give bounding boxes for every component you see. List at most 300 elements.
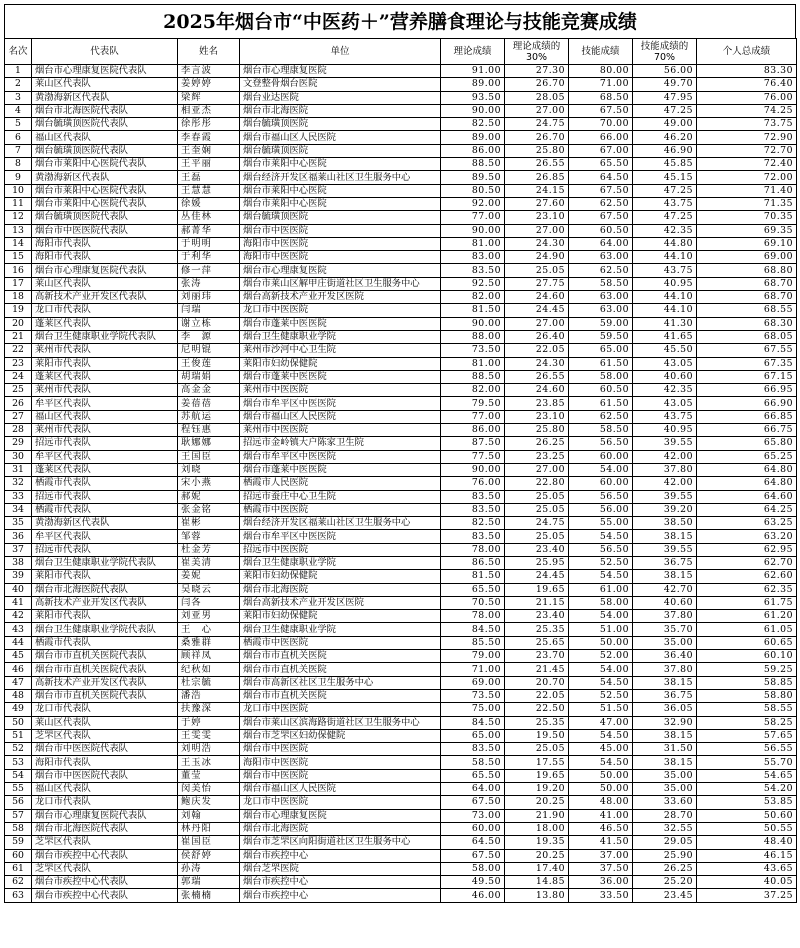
unit-cell: 烟台高新技术产业开发区医院 xyxy=(240,291,441,304)
total-score-cell: 58.25 xyxy=(697,716,797,729)
team-cell: 烟台市中医医院代表队 xyxy=(32,769,178,782)
team-cell: 烟台市疾控中心代表队 xyxy=(32,849,178,862)
skill-70-cell: 44.10 xyxy=(633,291,697,304)
rank-cell: 52 xyxy=(5,743,32,756)
unit-cell: 烟台市疾控中心 xyxy=(240,889,441,902)
theory-30-cell: 27.75 xyxy=(505,277,569,290)
rank-cell: 33 xyxy=(5,490,32,503)
rank-cell: 23 xyxy=(5,357,32,370)
total-score-cell: 62.35 xyxy=(697,583,797,596)
theory-30-cell: 24.45 xyxy=(505,304,569,317)
name-cell: 闫各 xyxy=(178,596,240,609)
table-row xyxy=(5,330,797,343)
theory-30-cell: 27.00 xyxy=(505,317,569,330)
table-row xyxy=(5,769,797,782)
theory-score-cell: 93.50 xyxy=(441,91,505,104)
unit-cell: 烟台市牟平区中医医院 xyxy=(240,530,441,543)
theory-score-cell: 79.00 xyxy=(441,650,505,663)
team-cell: 烟台卫生健康职业学院代表队 xyxy=(32,330,178,343)
skill-70-cell: 40.95 xyxy=(633,424,697,437)
theory-30-cell: 24.60 xyxy=(505,384,569,397)
rank-cell: 8 xyxy=(5,158,32,171)
name-cell: 丛佳林 xyxy=(178,211,240,224)
rank-cell: 18 xyxy=(5,291,32,304)
table-row xyxy=(5,517,797,530)
skill-score-cell: 67.50 xyxy=(569,184,633,197)
skill-70-cell: 43.05 xyxy=(633,357,697,370)
skill-score-cell: 58.00 xyxy=(569,596,633,609)
unit-cell: 莱州市中医医院 xyxy=(240,424,441,437)
table-row xyxy=(5,344,797,357)
skill-score-cell: 52.50 xyxy=(569,556,633,569)
skill-70-cell: 43.75 xyxy=(633,197,697,210)
name-cell: 于利华 xyxy=(178,251,240,264)
unit-cell: 烟台业达医院 xyxy=(240,91,441,104)
team-cell: 烟台市心理康复医院代表队 xyxy=(32,809,178,822)
name-cell: 孙涛 xyxy=(178,862,240,875)
theory-30-cell: 17.55 xyxy=(505,756,569,769)
rank-cell: 10 xyxy=(5,184,32,197)
theory-score-cell: 80.50 xyxy=(441,184,505,197)
rank-cell: 35 xyxy=(5,517,32,530)
skill-score-cell: 70.00 xyxy=(569,118,633,131)
theory-30-cell: 21.90 xyxy=(505,809,569,822)
table-row xyxy=(5,822,797,835)
rank-cell: 45 xyxy=(5,650,32,663)
total-score-cell: 54.20 xyxy=(697,783,797,796)
table-row xyxy=(5,357,797,370)
name-cell: 董莹 xyxy=(178,769,240,782)
rank-cell: 48 xyxy=(5,689,32,702)
table-row xyxy=(5,463,797,476)
skill-70-cell: 35.00 xyxy=(633,783,697,796)
theory-30-cell: 21.45 xyxy=(505,663,569,676)
unit-cell: 烟台卫生健康职业学院 xyxy=(240,623,441,636)
total-score-cell: 62.60 xyxy=(697,570,797,583)
theory-30-cell: 26.40 xyxy=(505,330,569,343)
theory-score-cell: 90.00 xyxy=(441,317,505,330)
theory-score-cell: 90.00 xyxy=(441,104,505,117)
unit-cell: 烟台市中医医院 xyxy=(240,224,441,237)
name-cell: 郝菁华 xyxy=(178,224,240,237)
unit-cell: 烟台市市直机关医院 xyxy=(240,650,441,663)
unit-cell: 烟台市高新区社区卫生服务中心 xyxy=(240,676,441,689)
table-row xyxy=(5,623,797,636)
total-score-cell: 54.65 xyxy=(697,769,797,782)
rank-cell: 4 xyxy=(5,104,32,117)
col-header-rank: 名次 xyxy=(5,39,32,65)
skill-score-cell: 80.00 xyxy=(569,65,633,78)
team-cell: 海阳市代表队 xyxy=(32,756,178,769)
table-row xyxy=(5,876,797,889)
table-row xyxy=(5,450,797,463)
rank-cell: 26 xyxy=(5,397,32,410)
name-cell: 刘丽玮 xyxy=(178,291,240,304)
theory-30-cell: 23.70 xyxy=(505,650,569,663)
theory-30-cell: 26.55 xyxy=(505,158,569,171)
skill-70-cell: 40.95 xyxy=(633,277,697,290)
name-cell: 邹蓉 xyxy=(178,530,240,543)
unit-cell: 招远市蚕庄中心卫生院 xyxy=(240,490,441,503)
skill-score-cell: 67.50 xyxy=(569,104,633,117)
total-score-cell: 72.40 xyxy=(697,158,797,171)
rank-cell: 39 xyxy=(5,570,32,583)
rank-cell: 51 xyxy=(5,729,32,742)
name-cell: 闵美怡 xyxy=(178,783,240,796)
skill-score-cell: 65.00 xyxy=(569,344,633,357)
theory-30-cell: 26.55 xyxy=(505,370,569,383)
theory-score-cell: 73.00 xyxy=(441,809,505,822)
name-cell: 尼明锟 xyxy=(178,344,240,357)
total-score-cell: 50.55 xyxy=(697,822,797,835)
name-cell: 李春霞 xyxy=(178,131,240,144)
total-score-cell: 55.70 xyxy=(697,756,797,769)
team-cell: 莱山区代表队 xyxy=(32,716,178,729)
team-cell: 芝罘区代表队 xyxy=(32,836,178,849)
rank-cell: 15 xyxy=(5,251,32,264)
name-cell: 王慧慧 xyxy=(178,184,240,197)
skill-score-cell: 52.00 xyxy=(569,650,633,663)
unit-cell: 莱阳市妇幼保健院 xyxy=(240,570,441,583)
total-score-cell: 67.35 xyxy=(697,357,797,370)
team-cell: 芝罘区代表队 xyxy=(32,729,178,742)
name-cell: 张金铭 xyxy=(178,503,240,516)
skill-70-cell: 23.45 xyxy=(633,889,697,902)
theory-score-cell: 83.50 xyxy=(441,264,505,277)
rank-cell: 58 xyxy=(5,822,32,835)
col-header-unit: 单位 xyxy=(240,39,441,65)
rank-cell: 63 xyxy=(5,889,32,902)
name-cell: 王平丽 xyxy=(178,158,240,171)
theory-30-cell: 26.25 xyxy=(505,437,569,450)
unit-cell: 烟台经济开发区福莱山社区卫生服务中心 xyxy=(240,171,441,184)
total-score-cell: 72.00 xyxy=(697,171,797,184)
theory-30-cell: 25.95 xyxy=(505,556,569,569)
total-score-cell: 63.25 xyxy=(697,517,797,530)
skill-70-cell: 37.80 xyxy=(633,610,697,623)
name-cell: 高金金 xyxy=(178,384,240,397)
name-cell: 王雯雯 xyxy=(178,729,240,742)
name-cell: 刘晓 xyxy=(178,463,240,476)
table-row xyxy=(5,743,797,756)
rank-cell: 2 xyxy=(5,78,32,91)
unit-cell: 烟台市疾控中心 xyxy=(240,849,441,862)
team-cell: 蓬莱区代表队 xyxy=(32,463,178,476)
total-score-cell: 61.75 xyxy=(697,596,797,609)
theory-score-cell: 77.00 xyxy=(441,410,505,423)
name-cell: 梁辉 xyxy=(178,91,240,104)
skill-score-cell: 63.00 xyxy=(569,291,633,304)
theory-30-cell: 20.25 xyxy=(505,796,569,809)
theory-30-cell: 27.60 xyxy=(505,197,569,210)
theory-30-cell: 23.40 xyxy=(505,610,569,623)
skill-70-cell: 29.05 xyxy=(633,836,697,849)
skill-score-cell: 54.00 xyxy=(569,663,633,676)
skill-70-cell: 38.15 xyxy=(633,756,697,769)
total-score-cell: 64.60 xyxy=(697,490,797,503)
table-row xyxy=(5,184,797,197)
unit-cell: 招远市中医医院 xyxy=(240,543,441,556)
skill-score-cell: 50.00 xyxy=(569,769,633,782)
table-row xyxy=(5,384,797,397)
theory-score-cell: 91.00 xyxy=(441,65,505,78)
skill-70-cell: 38.15 xyxy=(633,570,697,583)
col-header-skill-70: 技能成绩的70% xyxy=(633,39,697,65)
theory-30-cell: 27.00 xyxy=(505,463,569,476)
unit-cell: 烟台芝罘医院 xyxy=(240,862,441,875)
skill-70-cell: 47.25 xyxy=(633,184,697,197)
skill-score-cell: 59.50 xyxy=(569,330,633,343)
table-row xyxy=(5,663,797,676)
theory-score-cell: 83.50 xyxy=(441,530,505,543)
unit-cell: 莱阳市妇幼保健院 xyxy=(240,357,441,370)
theory-30-cell: 19.50 xyxy=(505,729,569,742)
name-cell: 于明明 xyxy=(178,237,240,250)
skill-70-cell: 43.05 xyxy=(633,397,697,410)
skill-score-cell: 45.00 xyxy=(569,743,633,756)
skill-70-cell: 42.35 xyxy=(633,384,697,397)
col-header-name: 姓名 xyxy=(178,39,240,65)
unit-cell: 烟台市莱阳中心医院 xyxy=(240,184,441,197)
theory-30-cell: 23.25 xyxy=(505,450,569,463)
total-score-cell: 71.35 xyxy=(697,197,797,210)
unit-cell: 烟台市心理康复医院 xyxy=(240,264,441,277)
skill-70-cell: 47.25 xyxy=(633,104,697,117)
rank-cell: 13 xyxy=(5,224,32,237)
total-score-cell: 74.25 xyxy=(697,104,797,117)
name-cell: 王奎娴 xyxy=(178,144,240,157)
skill-70-cell: 33.60 xyxy=(633,796,697,809)
team-cell: 莱州市代表队 xyxy=(32,424,178,437)
theory-score-cell: 71.00 xyxy=(441,663,505,676)
skill-70-cell: 40.60 xyxy=(633,596,697,609)
name-cell: 王玉冰 xyxy=(178,756,240,769)
theory-30-cell: 27.00 xyxy=(505,224,569,237)
page-title: 2025年烟台市“中医药＋”营养膳食理论与技能竞赛成绩 xyxy=(4,4,796,38)
theory-score-cell: 60.00 xyxy=(441,822,505,835)
rank-cell: 37 xyxy=(5,543,32,556)
table-header-row xyxy=(5,39,797,65)
team-cell: 烟台市莱阳中心医院代表队 xyxy=(32,197,178,210)
unit-cell: 烟台市福山区人民医院 xyxy=(240,783,441,796)
name-cell: 杜宗毓 xyxy=(178,676,240,689)
theory-30-cell: 26.85 xyxy=(505,171,569,184)
total-score-cell: 68.70 xyxy=(697,291,797,304)
skill-70-cell: 47.25 xyxy=(633,211,697,224)
rank-cell: 1 xyxy=(5,65,32,78)
rank-cell: 6 xyxy=(5,131,32,144)
table-row xyxy=(5,796,797,809)
skill-score-cell: 65.50 xyxy=(569,158,633,171)
rank-cell: 9 xyxy=(5,171,32,184)
skill-score-cell: 41.50 xyxy=(569,836,633,849)
unit-cell: 烟台市莱阳中心医院 xyxy=(240,158,441,171)
total-score-cell: 73.75 xyxy=(697,118,797,131)
theory-score-cell: 88.50 xyxy=(441,158,505,171)
unit-cell: 龙口市中医医院 xyxy=(240,703,441,716)
team-cell: 莱山区代表队 xyxy=(32,277,178,290)
rank-cell: 62 xyxy=(5,876,32,889)
name-cell: 刘亚男 xyxy=(178,610,240,623)
skill-score-cell: 54.50 xyxy=(569,729,633,742)
unit-cell: 文登整骨烟台医院 xyxy=(240,78,441,91)
team-cell: 栖霞市代表队 xyxy=(32,503,178,516)
unit-cell: 烟台市福山区人民医院 xyxy=(240,131,441,144)
unit-cell: 烟台市芝罘区向阳街道社区卫生服务中心 xyxy=(240,836,441,849)
rank-cell: 53 xyxy=(5,756,32,769)
theory-score-cell: 82.50 xyxy=(441,118,505,131)
team-cell: 黄渤海新区代表队 xyxy=(32,171,178,184)
skill-score-cell: 33.50 xyxy=(569,889,633,902)
total-score-cell: 50.60 xyxy=(697,809,797,822)
rank-cell: 59 xyxy=(5,836,32,849)
team-cell: 黄渤海新区代表队 xyxy=(32,91,178,104)
skill-score-cell: 50.00 xyxy=(569,783,633,796)
team-cell: 烟台市北海医院代表队 xyxy=(32,583,178,596)
table-row xyxy=(5,756,797,769)
unit-cell: 莱州市沙河中心卫生院 xyxy=(240,344,441,357)
name-cell: 程钰惠 xyxy=(178,424,240,437)
name-cell: 李言波 xyxy=(178,65,240,78)
table-row xyxy=(5,131,797,144)
rank-cell: 47 xyxy=(5,676,32,689)
rank-cell: 32 xyxy=(5,477,32,490)
unit-cell: 烟台高新技术产业开发区医院 xyxy=(240,596,441,609)
total-score-cell: 62.95 xyxy=(697,543,797,556)
theory-30-cell: 24.15 xyxy=(505,184,569,197)
name-cell: 桑雅群 xyxy=(178,636,240,649)
name-cell: 姜婷婷 xyxy=(178,78,240,91)
team-cell: 烟台市莱阳中心医院代表队 xyxy=(32,158,178,171)
unit-cell: 烟台市牟平区中医医院 xyxy=(240,397,441,410)
theory-30-cell: 14.85 xyxy=(505,876,569,889)
skill-70-cell: 35.00 xyxy=(633,769,697,782)
table-row xyxy=(5,65,797,78)
skill-score-cell: 60.50 xyxy=(569,224,633,237)
theory-score-cell: 84.50 xyxy=(441,716,505,729)
total-score-cell: 37.25 xyxy=(697,889,797,902)
results-table xyxy=(4,38,797,903)
skill-score-cell: 41.00 xyxy=(569,809,633,822)
skill-70-cell: 38.15 xyxy=(633,729,697,742)
total-score-cell: 83.30 xyxy=(697,65,797,78)
theory-30-cell: 25.35 xyxy=(505,716,569,729)
skill-70-cell: 39.55 xyxy=(633,490,697,503)
skill-70-cell: 28.70 xyxy=(633,809,697,822)
team-cell: 黄渤海新区代表队 xyxy=(32,517,178,530)
table-row xyxy=(5,158,797,171)
skill-score-cell: 56.50 xyxy=(569,490,633,503)
table-row xyxy=(5,251,797,264)
unit-cell: 栖霞市中医医院 xyxy=(240,503,441,516)
theory-score-cell: 82.00 xyxy=(441,384,505,397)
team-cell: 招远市代表队 xyxy=(32,437,178,450)
name-cell: 王俊莲 xyxy=(178,357,240,370)
unit-cell: 海阳市中医医院 xyxy=(240,237,441,250)
skill-score-cell: 56.00 xyxy=(569,503,633,516)
name-cell: 崔彬 xyxy=(178,517,240,530)
skill-score-cell: 63.00 xyxy=(569,304,633,317)
skill-70-cell: 32.55 xyxy=(633,822,697,835)
name-cell: 姜妮 xyxy=(178,570,240,583)
total-score-cell: 71.40 xyxy=(697,184,797,197)
total-score-cell: 69.10 xyxy=(697,237,797,250)
table-row xyxy=(5,809,797,822)
skill-score-cell: 50.00 xyxy=(569,636,633,649)
name-cell: 侯舒婷 xyxy=(178,849,240,862)
skill-70-cell: 31.50 xyxy=(633,743,697,756)
total-score-cell: 69.00 xyxy=(697,251,797,264)
team-cell: 牟平区代表队 xyxy=(32,397,178,410)
skill-70-cell: 45.15 xyxy=(633,171,697,184)
rank-cell: 44 xyxy=(5,636,32,649)
name-cell: 相亚杰 xyxy=(178,104,240,117)
table-row xyxy=(5,437,797,450)
theory-30-cell: 26.70 xyxy=(505,131,569,144)
skill-score-cell: 37.00 xyxy=(569,849,633,862)
theory-30-cell: 19.20 xyxy=(505,783,569,796)
total-score-cell: 58.80 xyxy=(697,689,797,702)
theory-30-cell: 25.80 xyxy=(505,144,569,157)
skill-70-cell: 35.00 xyxy=(633,636,697,649)
theory-score-cell: 92.00 xyxy=(441,197,505,210)
table-row xyxy=(5,503,797,516)
team-cell: 芝罘区代表队 xyxy=(32,862,178,875)
rank-cell: 34 xyxy=(5,503,32,516)
theory-score-cell: 64.00 xyxy=(441,783,505,796)
col-header-skill-score: 技能成绩 xyxy=(569,39,633,65)
skill-score-cell: 62.50 xyxy=(569,410,633,423)
rank-cell: 60 xyxy=(5,849,32,862)
total-score-cell: 64.25 xyxy=(697,503,797,516)
skill-70-cell: 42.35 xyxy=(633,224,697,237)
rank-cell: 21 xyxy=(5,330,32,343)
skill-70-cell: 45.85 xyxy=(633,158,697,171)
total-score-cell: 76.00 xyxy=(697,91,797,104)
table-row xyxy=(5,849,797,862)
name-cell: 崔国臣 xyxy=(178,836,240,849)
total-score-cell: 68.05 xyxy=(697,330,797,343)
rank-cell: 56 xyxy=(5,796,32,809)
unit-cell: 莱州市中医医院 xyxy=(240,384,441,397)
unit-cell: 烟台市蓬莱中医医院 xyxy=(240,317,441,330)
team-cell: 莱阳市代表队 xyxy=(32,610,178,623)
total-score-cell: 61.05 xyxy=(697,623,797,636)
rank-cell: 42 xyxy=(5,610,32,623)
unit-cell: 莱阳市妇幼保健院 xyxy=(240,610,441,623)
unit-cell: 烟台毓璜顶医院 xyxy=(240,144,441,157)
skill-score-cell: 46.50 xyxy=(569,822,633,835)
table-row xyxy=(5,424,797,437)
skill-score-cell: 66.00 xyxy=(569,131,633,144)
team-cell: 福山区代表队 xyxy=(32,783,178,796)
theory-30-cell: 23.10 xyxy=(505,211,569,224)
theory-score-cell: 77.50 xyxy=(441,450,505,463)
theory-score-cell: 83.50 xyxy=(441,490,505,503)
name-cell: 刘明浩 xyxy=(178,743,240,756)
table-row xyxy=(5,317,797,330)
theory-30-cell: 27.00 xyxy=(505,104,569,117)
team-cell: 烟台卫生健康职业学院代表队 xyxy=(32,556,178,569)
skill-70-cell: 46.90 xyxy=(633,144,697,157)
table-row xyxy=(5,689,797,702)
unit-cell: 烟台市疾控中心 xyxy=(240,876,441,889)
theory-30-cell: 22.05 xyxy=(505,689,569,702)
total-score-cell: 46.15 xyxy=(697,849,797,862)
name-cell: 王 心 xyxy=(178,623,240,636)
skill-70-cell: 39.55 xyxy=(633,543,697,556)
total-score-cell: 53.85 xyxy=(697,796,797,809)
